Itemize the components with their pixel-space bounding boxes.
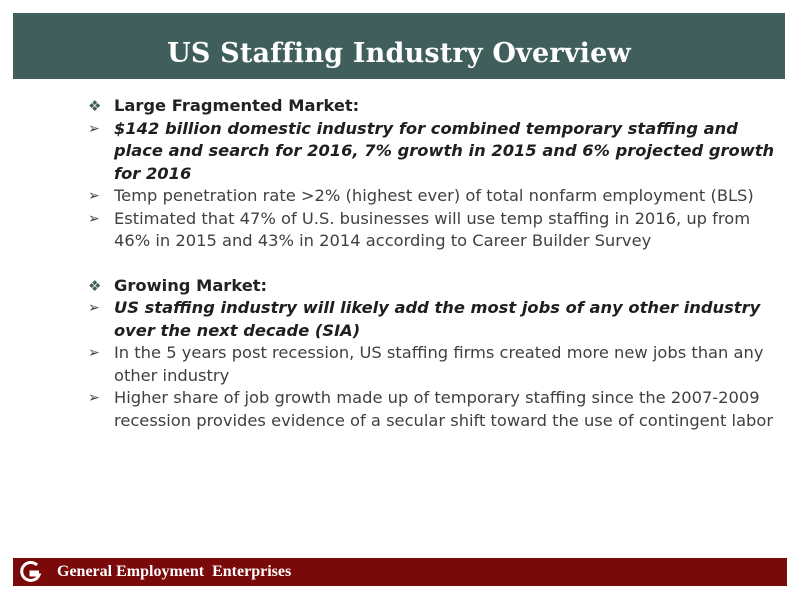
bullet-item (88, 208, 778, 253)
arrow-bullet-icon: ➢ (88, 300, 100, 316)
bullet-text: Higher share of job growth made up of temporary staffing since the 2007-2009 recession provides evidence of a secular shift toward the use of contingent labor (114, 388, 774, 430)
bullet-item (88, 342, 778, 387)
section-heading-text: Large Fragmented Market: (114, 96, 360, 115)
slide-title: US Staffing Industry Overview (167, 38, 631, 69)
bullet-item (88, 185, 778, 208)
company-logo-icon (15, 559, 47, 585)
arrow-bullet-icon: ➢ (88, 390, 100, 406)
arrow-bullet-icon: ➢ (88, 345, 100, 361)
bullet-item (88, 387, 778, 432)
diamond-bullet-icon: ❖ (88, 276, 102, 295)
arrow-bullet-icon: ➢ (88, 188, 100, 204)
arrow-bullet-icon: ➢ (88, 210, 100, 227)
section-heading (88, 275, 778, 298)
title-bar (13, 13, 785, 79)
slide-content (88, 95, 778, 432)
bullet-item (88, 297, 778, 342)
bullet-text: Temp penetration rate >2% (highest ever) of total nonfarm employment (BLS) (114, 186, 754, 205)
bullet-item (88, 118, 778, 186)
diamond-bullet-icon: ❖ (88, 97, 102, 115)
arrow-bullet-icon: ➢ (88, 120, 100, 137)
bullet-text: $142 billion domestic industry for combined temporary staffing and place and search for 2016, 7% growth in 2015 and 6% projected growth for 2016 (114, 118, 775, 183)
bullet-text: US staffing industry will likely add the most jobs of any other industry over the next decade (SIA) (114, 298, 761, 340)
company-name: General Employment Enterprises (57, 563, 292, 580)
bullet-text: Estimated that 47% of U.S. businesses will use temp staffing in 2016, up from 46% in 2015 and 43% in 2014 according to Career Builder Survey (114, 208, 751, 250)
section-heading-text: Growing Market: (114, 275, 268, 295)
section-heading (88, 95, 778, 118)
footer-bar (13, 558, 787, 586)
section-spacer (88, 253, 778, 275)
bullet-text: In the 5 years post recession, US staffing firms created more new jobs than any other industry (114, 343, 764, 385)
